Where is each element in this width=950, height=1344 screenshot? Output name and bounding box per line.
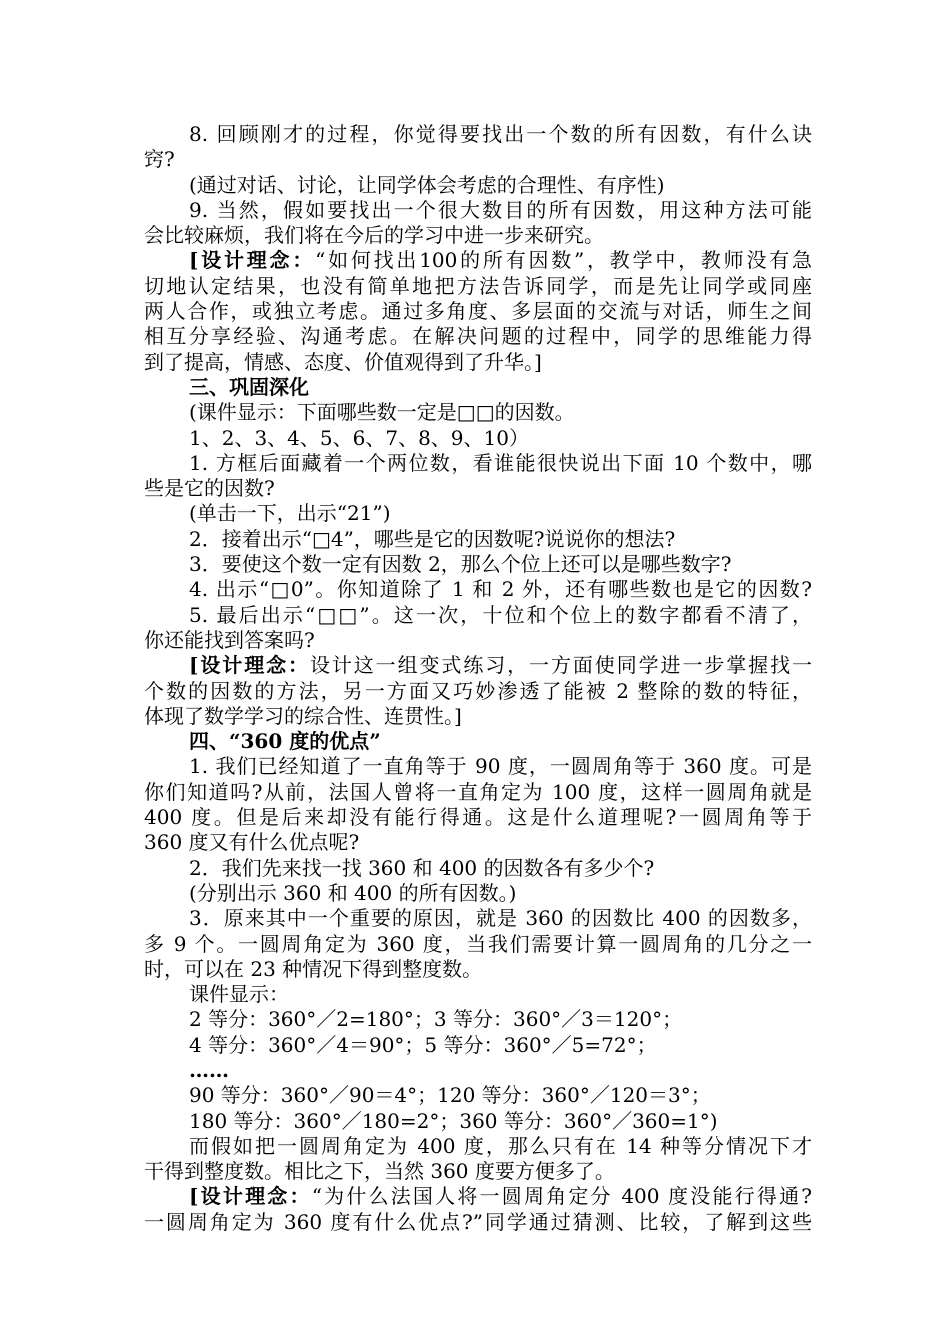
bold-lead: [设计理念：	[189, 248, 316, 273]
text-line	[144, 1083, 812, 1108]
line-text: 3．要使这个数一定有因数 2，那么个位上还可以是哪些数字?	[189, 552, 732, 577]
line-text: 一圆周角定为 360 度有什么优点?”同学通过猜测、比较，了解到这些	[144, 1209, 812, 1234]
line-text: 些是它的因数?	[144, 476, 275, 501]
line-text: 9. 当然，假如要找出一个很大数目的所有因数，用这种方法可能	[189, 197, 812, 222]
text-line	[144, 552, 812, 577]
bold-lead: 三、巩固深化	[189, 374, 309, 399]
bold-lead: ……	[189, 1057, 229, 1082]
line-text: 个数的因数的方法，另一方面又巧妙渗透了能被 2 整除的数的特征，	[144, 678, 812, 703]
text-line	[144, 653, 812, 678]
line-text: 8. 回顾刚才的过程，你觉得要找出一个数的所有因数，有什么诀	[189, 122, 812, 146]
text-line	[144, 223, 812, 248]
document-page	[144, 122, 812, 1235]
line-text: 两人合作，或独立考虑。通过多角度、多层面的交流与对话，师生之间	[144, 299, 812, 324]
line-text: 1、2、3、4、5、6、7、8、9、10）	[189, 425, 529, 450]
line-text: 4. 出示“□0”。你知道除了 1 和 2 外，还有哪些数也是它的因数?	[189, 577, 812, 602]
text-line	[144, 324, 812, 349]
line-text: 你还能找到答案吗?	[144, 627, 315, 652]
text-line	[144, 603, 812, 628]
bold-lead: [设计理念：	[189, 1184, 312, 1209]
text-line	[144, 299, 812, 324]
line-text: 多 9 个。一圆周角定为 360 度，当我们需要计算一圆周角的几分之一	[144, 931, 812, 956]
line-text: 2 等分：360°／2=180°；3 等分：360°／3＝120°；	[189, 1007, 683, 1032]
text-line	[144, 729, 812, 754]
text-line	[144, 1058, 812, 1083]
text-line	[144, 856, 812, 881]
line-text: 3．原来其中一个重要的原因，就是 360 的因数比 400 的因数多，	[189, 906, 812, 931]
text-line	[144, 501, 812, 526]
line-text: 360 度又有什么优点呢?	[144, 830, 360, 855]
text-line	[144, 830, 812, 855]
line-text: (分别出示 360 和 400 的所有因数。)	[189, 880, 517, 905]
text-line	[144, 881, 812, 906]
text-line	[144, 451, 812, 476]
text-line	[144, 1007, 812, 1032]
text-line	[144, 122, 812, 147]
text-line	[144, 1109, 812, 1134]
line-text: 而假如把一圆周角定为 400 度，那么只有在 14 种等分情况下才	[189, 1133, 812, 1158]
text-line	[144, 274, 812, 299]
line-text: 4 等分：360°／4＝90°；5 等分：360°／5=72°；	[189, 1032, 657, 1057]
text-line	[144, 754, 812, 779]
line-text: 时，可以在 23 种情况下得到整度数。	[144, 956, 483, 981]
line-text: (通过对话、讨论，让同学体会考虑的合理性、有序性)	[189, 172, 665, 197]
text-line	[144, 906, 812, 931]
text-line	[144, 147, 812, 172]
text-line	[144, 805, 812, 830]
line-text: 400 度。但是后来却没有能行得通。这是什么道理呢?一圆周角等于	[144, 805, 812, 830]
text-line	[144, 173, 812, 198]
line-text: 干得到整度数。相比之下，当然 360 度要方便多了。	[144, 1159, 615, 1184]
text-line	[144, 780, 812, 805]
text-line	[144, 198, 812, 223]
line-text: 2．我们先来找一找 360 和 400 的因数各有多少个?	[189, 855, 655, 880]
text-line	[144, 350, 812, 375]
line-text: 你们知道吗?从前，法国人曾将一直角定为 100 度，这样一圆周角就是	[144, 779, 812, 804]
line-text: (单击一下，出示“21”)	[189, 501, 391, 526]
line-text: 2．接着出示“□4”，哪些是它的因数呢?说说你的想法?	[189, 526, 676, 551]
text-line	[144, 426, 812, 451]
line-text: 5. 最后出示“□□”。这一次，十位和个位上的数字都看不清了，	[189, 602, 812, 627]
line-text: 课件显示：	[189, 982, 289, 1007]
text-line	[144, 1184, 812, 1209]
text-line	[144, 1210, 812, 1235]
text-line	[144, 1134, 812, 1159]
text-line	[144, 704, 812, 729]
bold-lead: [设计理念：	[189, 653, 310, 678]
line-text: 1. 方框后面藏着一个两位数，看谁能很快说出下面 10 个数中，哪	[189, 450, 812, 475]
text-line	[144, 1159, 812, 1184]
line-text: 180 等分：360°／180=2°；360 等分：360°／360=1°)	[189, 1108, 718, 1133]
line-text: 90 等分：360°／90＝4°；120 等分：360°／120＝3°；	[189, 1083, 711, 1108]
text-line	[144, 932, 812, 957]
line-text: 切地认定结果，也没有简单地把方法告诉同学，而是先让同学或同座	[144, 273, 812, 298]
line-text: “如何找出100的所有因数”，教学中，教师没有急	[315, 248, 812, 273]
text-line	[144, 400, 812, 425]
line-text: (课件显示：下面哪些数一定是□□的因数。	[189, 400, 575, 425]
bold-lead: 四、“360 度的优点”	[189, 729, 381, 754]
text-line	[144, 982, 812, 1007]
line-text: 体现了数学学习的综合性、连贯性。]	[144, 703, 462, 728]
line-text: “为什么法国人将一圆周角定分 400 度没能行得通?	[311, 1184, 812, 1209]
text-line	[144, 476, 812, 501]
text-line	[144, 577, 812, 602]
line-text: 设计这一组变式练习，一方面使同学进一步掌握找一	[309, 653, 812, 678]
text-line	[144, 527, 812, 552]
text-line	[144, 957, 812, 982]
line-text: 窍?	[144, 147, 175, 172]
line-text: 相互分享经验、沟通考虑。在解决问题的过程中，同学的思维能力得	[144, 324, 812, 349]
text-line	[144, 248, 812, 273]
text-line	[144, 679, 812, 704]
line-text: 到了提高，情感、态度、价值观得到了升华。]	[144, 349, 542, 374]
text-line	[144, 628, 812, 653]
line-text: 1. 我们已经知道了一直角等于 90 度，一圆周角等于 360 度。可是	[189, 754, 812, 779]
line-text: 会比较麻烦，我们将在今后的学习中进一步来研究。	[144, 223, 604, 248]
text-line	[144, 375, 812, 400]
text-line	[144, 1033, 812, 1058]
